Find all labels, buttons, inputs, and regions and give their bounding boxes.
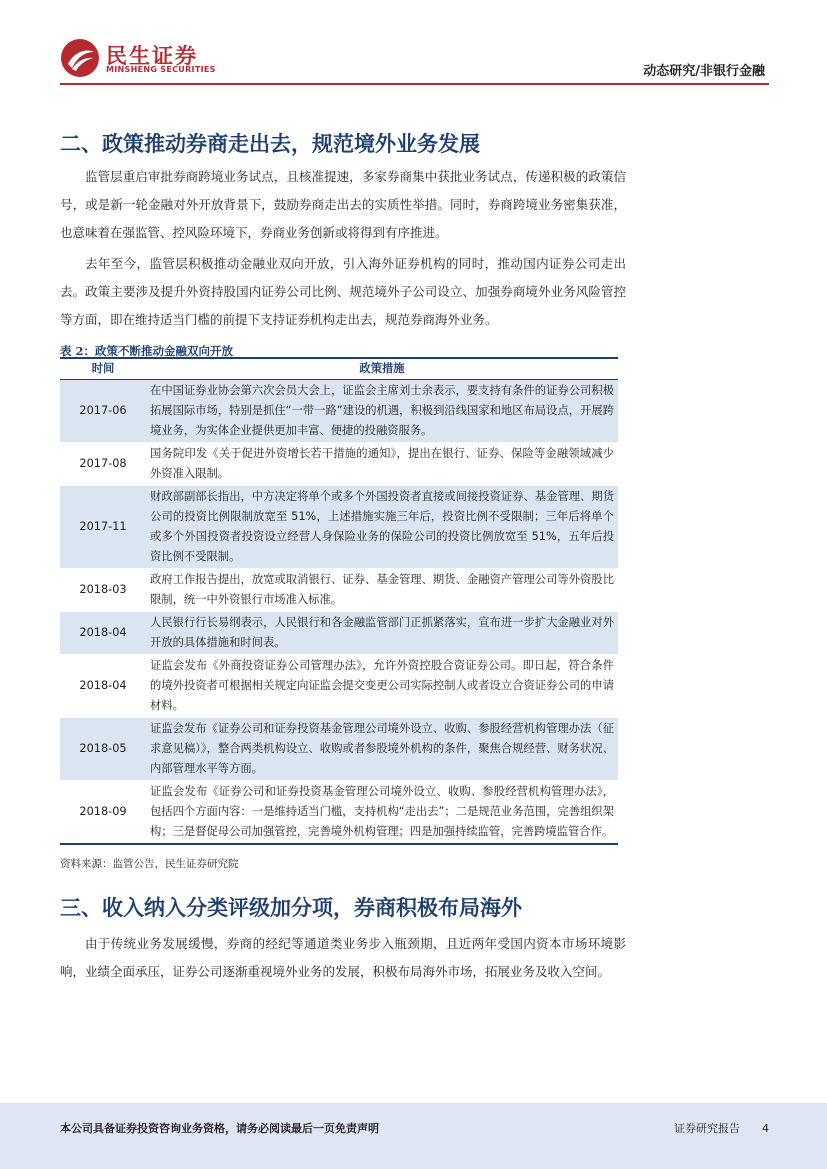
policy-table <box>60 357 618 845</box>
row-measure: 证监会发布《证券公司和证券投资基金管理公司境外设立、收购、参股经营机构管理办法》，包括四个方面内容：一是维持适当门槛，支持机构“走出去”；二是规范业务范围，完善组织架构；三是督促母公司加强管控，完善境外机构管理；四是加强持续监管，完善跨境监管合作。 <box>146 781 618 845</box>
section-2-title: 二、政策推动券商走出去，规范境外业务发展 <box>60 131 480 156</box>
column-header-measure: 政策措施 <box>146 358 618 380</box>
logo-text-en: MINSHENG SECURITIES <box>106 65 216 74</box>
row-date: 2018-03 <box>60 569 146 612</box>
logo-mark-icon <box>60 38 100 78</box>
row-date: 2017-06 <box>60 380 146 443</box>
section-3-title: 三、收入纳入分类评级加分项，券商积极布局海外 <box>60 895 522 920</box>
minsheng-logo <box>60 38 216 78</box>
page-header <box>0 0 827 90</box>
row-measure: 政府工作报告提出，放宽或取消银行、证券、基金管理、期货、金融资产管理公司等外资股比限制，统一中外资银行市场准入标准。 <box>146 569 618 612</box>
table-title: 表 2：政策不断推动金融双向开放 <box>60 344 234 358</box>
page-number: 4 <box>762 1122 769 1135</box>
table-row <box>60 612 618 655</box>
row-measure: 证监会发布《外商投资证券公司管理办法》，允许外资控股合资证券公司。即日起，符合条件的境外投资者可根据相关规定向证监会提交变更公司实际控制人或者设立合资证券公司的申请材料。 <box>146 655 618 718</box>
row-date: 2018-05 <box>60 718 146 781</box>
column-header-date: 时间 <box>60 358 146 380</box>
row-measure: 国务院印发《关于促进外资增长若干措施的通知》，提出在银行、证券、保险等金融领域减少外资准入限制。 <box>146 443 618 486</box>
row-date: 2018-04 <box>60 612 146 655</box>
row-date: 2017-11 <box>60 486 146 569</box>
table-row <box>60 718 618 781</box>
table-row <box>60 380 618 443</box>
footer-meta <box>652 1120 769 1136</box>
section-3-paragraph: 由于传统业务发展缓慢，券商的经纪等通道类业务步入瓶颈期，且近两年受国内资本市场环境影响，业绩全面承压，证券公司逐渐重视境外业务的发展，积极布局海外市场，拓展业务及收入空间。 <box>60 936 626 979</box>
header-divider <box>60 83 769 85</box>
section-2-paragraph-1: 监管层重启审批券商跨境业务试点，且核准提速，多家券商集中获批业务试点，传递积极的政策信号，或是新一轮金融对外开放背景下，鼓励券商走出去的实质性举措。同时，券商跨境业务密集获准，也意味着在强监管、控风险环境下，券商业务创新或将得到有序推进。 <box>60 169 626 240</box>
table-row <box>60 781 618 845</box>
table-row <box>60 486 618 569</box>
row-measure: 证监会发布《证券公司和证券投资基金管理公司境外设立、收购、参股经营机构管理办法（征求意见稿）》，整合两类机构设立、收购或者参股境外机构的条件，聚焦合规经营、财务状况、内部管理水平等方面。 <box>146 718 618 781</box>
row-date: 2018-09 <box>60 781 146 845</box>
table-row <box>60 443 618 486</box>
footer-disclaimer: 本公司具备证券投资咨询业务资格，请务必阅读最后一页免责声明 <box>60 1122 379 1135</box>
table-source: 资料来源：监管公告，民生证券研究院 <box>60 858 239 870</box>
row-date: 2017-08 <box>60 443 146 486</box>
row-date: 2018-04 <box>60 655 146 718</box>
table-row <box>60 569 618 612</box>
row-measure: 人民银行行长易纲表示，人民银行和各金融监管部门正抓紧落实，宣布进一步扩大金融业对外开放的具体措施和时间表。 <box>146 612 618 655</box>
logo-text-cn: 民生证券 <box>106 44 198 68</box>
footer-report-label: 证券研究报告 <box>674 1122 740 1135</box>
row-measure: 在中国证券业协会第六次会员大会上，证监会主席刘士余表示，要支持有条件的证券公司积极拓展国际市场，特别是抓住“一带一路”建设的机遇，积极到沿线国家和地区布局设点，开展跨境业务，为实体企业提供更加丰富、便捷的投融资服务。 <box>146 380 618 443</box>
report-type-label: 动态研究/非银行金融 <box>643 64 765 79</box>
table-header-row <box>60 358 618 380</box>
section-2-paragraph-2: 去年至今，监管层积极推动金融业双向开放，引入海外证券机构的同时，推动国内证券公司走出去。政策主要涉及提升外资持股国内证券公司比例、规范境外子公司设立、加强券商境外业务风险管控等方面，即在维持适当门槛的前提下支持证券机构走出去，规范券商海外业务。 <box>60 256 626 327</box>
row-measure: 财政部副部长指出，中方决定将单个或多个外国投资者直接或间接投资证券、基金管理、期货公司的投资比例限制放宽至 51%，上述措施实施三年后，投资比例不受限制；三年后将单个或多个外国投资者投资设立经营人身保险业务的保险公司的投资比例放宽至 51%，五年后投资比例不受限制。 <box>146 486 618 569</box>
table-row <box>60 655 618 718</box>
page-footer <box>0 1103 827 1169</box>
